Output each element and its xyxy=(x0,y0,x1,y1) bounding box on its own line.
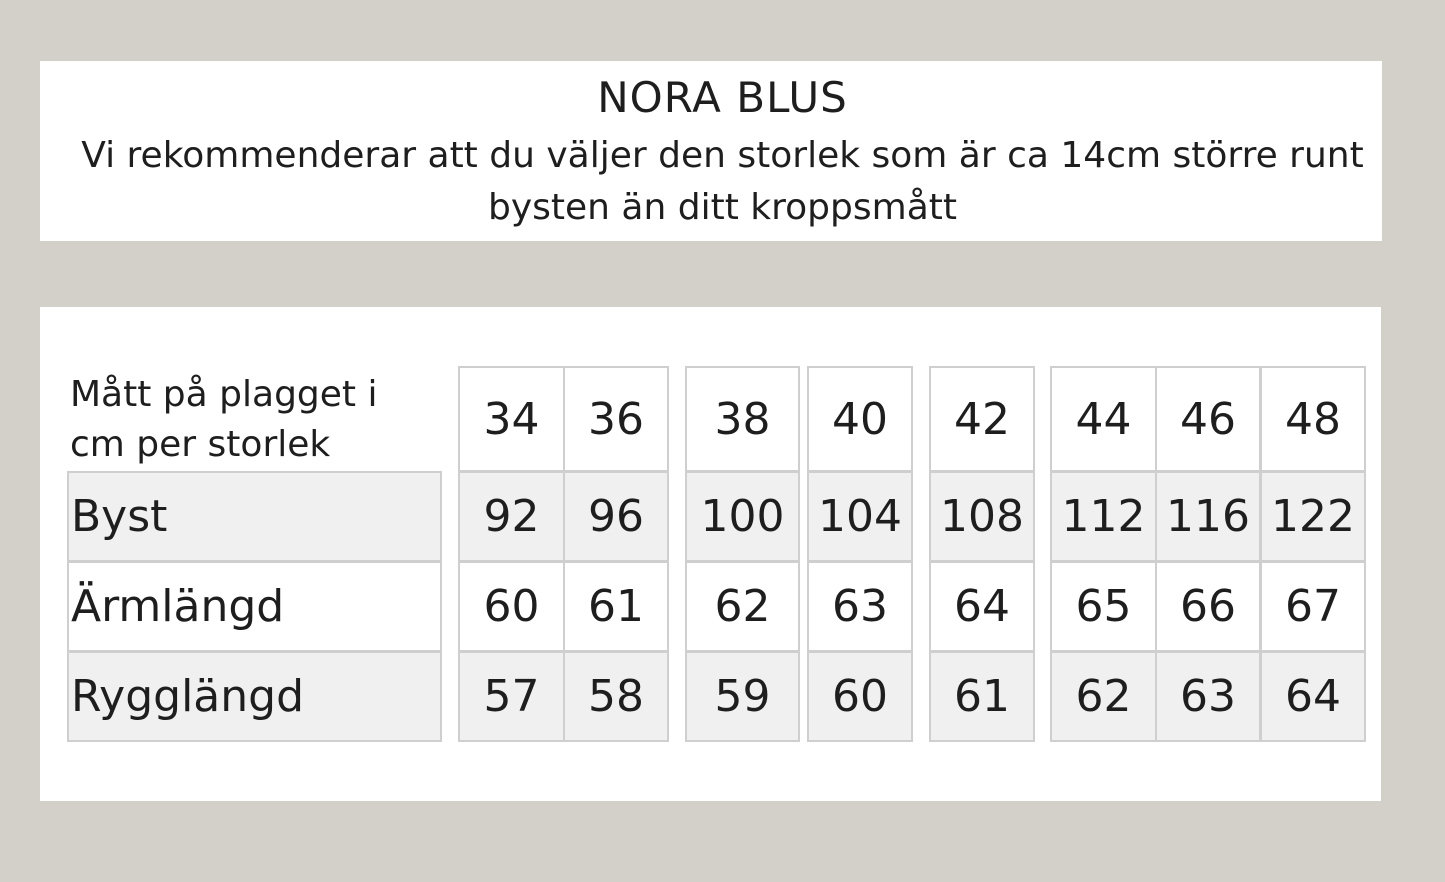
size-header-40: 40 xyxy=(807,366,913,472)
table-cell: 61 xyxy=(563,561,669,652)
table-cell: 60 xyxy=(807,651,913,742)
row-label: Rygglängd xyxy=(67,651,442,742)
table-cell: 62 xyxy=(685,561,800,652)
size-header-48: 48 xyxy=(1260,366,1366,472)
size-recommendation-text: Vi rekommenderar att du väljer den storlek som är ca 14cm större runt bysten än ditt kroppsmått xyxy=(81,135,1364,228)
table-cell: 63 xyxy=(1155,651,1261,742)
size-header-36: 36 xyxy=(563,366,669,472)
table-cell: 108 xyxy=(929,471,1035,562)
page-title: NORA BLUS xyxy=(597,73,848,122)
size-header-34: 34 xyxy=(458,366,565,472)
table-cell: 64 xyxy=(929,561,1035,652)
size-header-42: 42 xyxy=(929,366,1035,472)
size-header-38: 38 xyxy=(685,366,800,472)
row-label: Ärmlängd xyxy=(67,561,442,652)
table-cell: 112 xyxy=(1050,471,1157,562)
table-cell: 104 xyxy=(807,471,913,562)
row-label: Byst xyxy=(67,471,442,562)
table-cell: 58 xyxy=(563,651,669,742)
table-cell: 96 xyxy=(563,471,669,562)
table-cell: 62 xyxy=(1050,651,1157,742)
table-cell: 100 xyxy=(685,471,800,562)
table-cell: 61 xyxy=(929,651,1035,742)
size-header-44: 44 xyxy=(1050,366,1157,472)
table-cell: 57 xyxy=(458,651,565,742)
table-cell: 66 xyxy=(1155,561,1261,652)
table-cell: 63 xyxy=(807,561,913,652)
size-header-46: 46 xyxy=(1155,366,1261,472)
table-cell: 59 xyxy=(685,651,800,742)
table-caption: Mått på plagget i cm per storlek xyxy=(70,374,378,465)
table-cell: 122 xyxy=(1260,471,1366,562)
table-cell: 64 xyxy=(1260,651,1366,742)
table-cell: 65 xyxy=(1050,561,1157,652)
table-cell: 67 xyxy=(1260,561,1366,652)
table-cell: 92 xyxy=(458,471,565,562)
table-cell: 116 xyxy=(1155,471,1261,562)
table-cell: 60 xyxy=(458,561,565,652)
